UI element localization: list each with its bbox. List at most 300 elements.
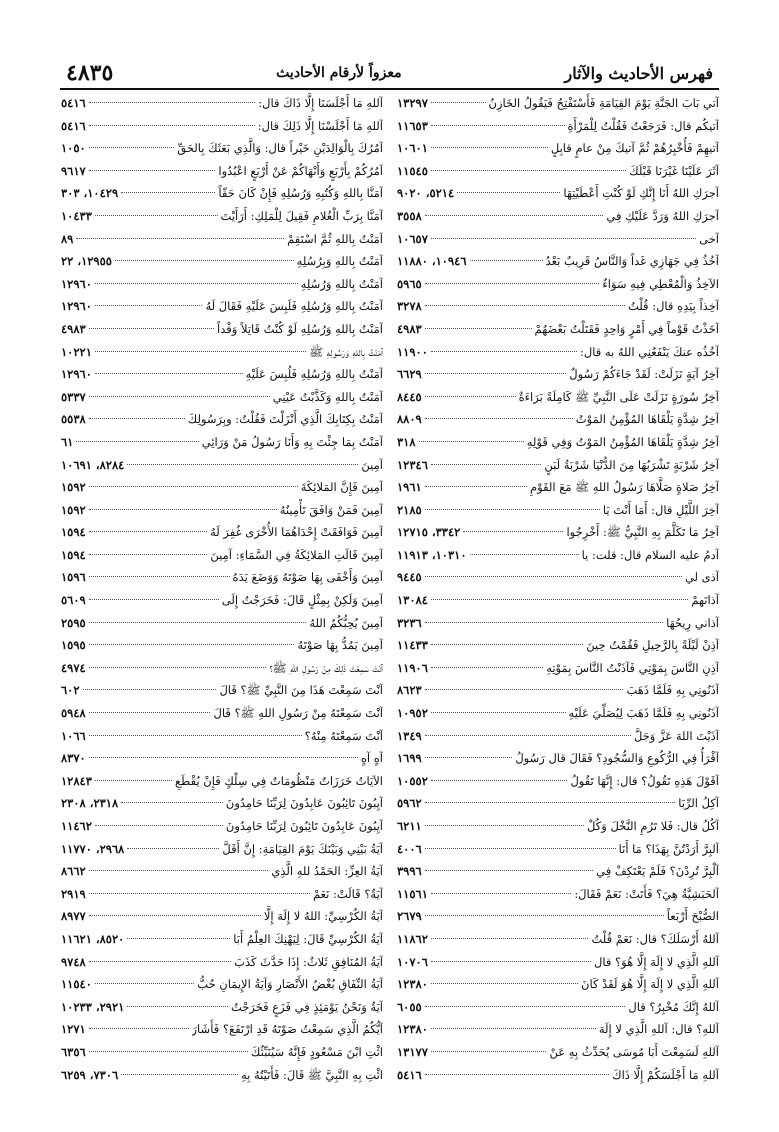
index-entry [61, 815, 383, 838]
index-entry [61, 657, 383, 680]
index-entry [61, 770, 383, 793]
dot-leader [127, 938, 230, 939]
entry-text: آخى [699, 231, 719, 246]
hadith-number: ١٠٦٥٧ [397, 231, 428, 246]
index-entry [397, 408, 719, 431]
entry-text: آيِبُونَ تَائِبُونَ عَابِدُونَ لِرَبِّنَا حَامِدُونَ [225, 796, 383, 811]
dot-leader [425, 870, 593, 871]
dot-leader [95, 351, 306, 352]
hadith-number: ٨٦٦٢ [61, 864, 86, 879]
dot-leader [470, 554, 579, 555]
hadith-number: ٣٢٣٦ [397, 615, 422, 630]
dot-leader [89, 667, 267, 668]
entry-text: آذاني رِيحُهَا [666, 615, 719, 630]
index-entry [397, 521, 719, 544]
hadith-number: ٢٥٩٥ [61, 615, 86, 630]
index-entry [61, 634, 383, 657]
index-entry [61, 521, 383, 544]
hadith-number: ٣١٨ [397, 434, 416, 449]
index-entry [61, 589, 383, 612]
index-entry [61, 182, 383, 205]
index-entry [397, 838, 719, 861]
dot-leader [121, 1074, 238, 1075]
hadith-number: ٢٣١٨، ٢٣٠٨ [61, 796, 119, 811]
entry-text: آثَرَ عَلَيْنَا غَيْرَنَا قَبْلَكَ [629, 163, 719, 178]
dot-leader [95, 825, 223, 826]
index-entry [397, 205, 719, 228]
entry-text: آمِينَ يُحِبُّكُمُ اللهُ [309, 615, 383, 630]
hadith-number: ٥٩٦٢ [397, 796, 422, 811]
hadith-number: ٥٣٣٧ [61, 389, 86, 404]
dot-leader [431, 1051, 547, 1052]
hadith-number: ٥٦٠٩ [61, 593, 86, 608]
dot-leader [89, 599, 219, 600]
index-entry [397, 951, 719, 974]
hadith-number: ٤٩٨٣ [397, 321, 422, 336]
entry-text: آللهِ مَا أَجْلَسَكُمْ إِلَّا ذَاكَ [612, 1067, 719, 1082]
hadith-number: ١٦٩٩ [397, 751, 422, 766]
dot-leader [121, 802, 223, 803]
dot-leader [127, 1006, 228, 1007]
entry-text: آذى لي [684, 570, 719, 585]
index-entry [61, 838, 383, 861]
entry-text: آمِينَ وَأَخْفَى بِهَا صَوْتَهُ وَوَضَعَ يَدَهُ [232, 570, 383, 585]
dot-leader [431, 599, 688, 600]
entry-text: آيُّكُمُ الَّذِي سَمِعْتُ صَوْتَهُ قَدِ ارْتَفَعَ؟ فَأَشَارَ [191, 1022, 383, 1037]
index-entry [61, 973, 383, 996]
dot-leader [431, 667, 543, 668]
dot-leader [76, 238, 284, 239]
hadith-number: ٩٦١٧ [61, 163, 86, 178]
hadith-number: ٨٢٨٤، ١٠٦٩١ [61, 457, 125, 472]
hadith-number: ١١٥٤٥ [397, 163, 428, 178]
hadith-number: ١٣٠٨٤ [397, 593, 428, 608]
hadith-number: ١٢٧١ [61, 1022, 86, 1037]
index-entry [61, 612, 383, 635]
entry-text: آخِرُ شِدَّةٍ يَلْقَاهَا المُؤْمِنُ المَوْتُ [575, 412, 719, 427]
hadith-number: ١١٤٣٣ [397, 638, 428, 653]
entry-text: ائْتِ بِهِ النَّبِيَّ ﷺ قَالَ: فَأَتَيْتُهُ بِهِ [240, 1067, 383, 1082]
entry-text: آمَنْتُ بِاللهِ وَرَسُولِهِ ﷺ [309, 344, 383, 359]
hadith-number: ١٢٩٦٠ [61, 299, 92, 314]
dot-leader [89, 102, 256, 103]
entry-text: آيَةُ المُنَافِقِ ثَلاثٌ: إِذَا حَدَّثَ كَذَبَ [234, 954, 383, 969]
dot-leader [89, 531, 207, 532]
dot-leader [89, 893, 310, 894]
index-entry [397, 747, 719, 770]
entry-text: آلْبِرَّ تُرِدْنَ؟ فَلَمْ يَعْتَكِفْ فِي [596, 864, 719, 879]
hadith-number: ١٠٩٥٢ [397, 706, 428, 721]
dot-leader [95, 215, 218, 216]
hadith-number: ١٣٢٩٧ [397, 96, 428, 110]
index-entry [397, 1064, 719, 1087]
hadith-number: ٨٩ [61, 231, 74, 246]
index-entry [397, 566, 719, 589]
index-entry [397, 318, 719, 341]
dot-leader [419, 441, 524, 442]
entry-text: آكُلُ قال: فَلا تَرُمِ النَّخْلَ وَكُلْ [587, 819, 719, 833]
dot-leader [431, 983, 578, 984]
index-entry [397, 905, 719, 928]
entry-text: آلحَبَشِيَّةُ هِيَ؟ فَأَتَتْ: نَعَمْ فَقَالَ: [574, 886, 719, 901]
dot-leader [89, 396, 270, 397]
entry-text: آمَنْتُ بِكِتَابِكَ الَّذِي أَنْزَلْتَ فَقُلْتُ: وبِرَسُولِكَ [187, 412, 383, 427]
hadith-number: ٨٦٢٣ [397, 683, 422, 698]
entry-text: آخِرُ مَا تَكَلَّمَ بِهِ النَّبِيُّ ﷺ: أَخْرِجُوا [566, 525, 719, 540]
index-entry [61, 544, 383, 567]
hadith-number: ٥٤١٦ [397, 1067, 422, 1082]
hadith-number: ١٠٢٢١ [61, 344, 92, 359]
dot-leader [425, 1006, 626, 1007]
hadith-number: ٩٧٤٨ [61, 954, 86, 969]
dot-leader [463, 531, 563, 532]
dot-leader [425, 509, 600, 510]
index-entry [61, 928, 383, 951]
hadith-number: ١٩٦١ [397, 480, 422, 495]
index-entry [397, 363, 719, 386]
dot-leader [425, 735, 631, 736]
entry-text: آللهِ مَا أَجْلَسَنَا إِلَّا ذَاكَ قال: [258, 96, 383, 110]
hadith-number: ٦١ [61, 434, 74, 449]
dot-leader [425, 802, 675, 803]
entry-text: آللهُ أَرْسَلَكَ؟ قال: نَعَمْ قُلْتُ [591, 931, 719, 946]
dot-leader [425, 622, 663, 623]
entry-text: آجرَكِ اللهُ وَرَدَّ عَلَيْكِ فِي [606, 208, 719, 223]
dot-leader [76, 441, 198, 442]
hadith-number: ٦٦٢٩ [397, 367, 422, 382]
entry-text: آمَنْتُ بِاللهِ وَرُسُلِهِ فَلُبِسَ عَلَيْهِ [245, 367, 383, 382]
entry-text: آلبِرَّ أَرَدْتُنَّ بِهَذَا؟ مَا أَنَا [618, 841, 719, 856]
dot-leader [89, 735, 302, 736]
index-entry [61, 951, 383, 974]
hadith-number: ١٠٩٤٦، ١١٨٨٠ [397, 254, 467, 269]
hadith-number: ٨٣٧٠ [61, 751, 86, 766]
hadith-number: ١٥٩٥ [61, 638, 86, 653]
hadith-number: ٣٥٥٨ [397, 208, 422, 223]
entry-text: آيَةُ الكُرْسِيِّ قَالَ: لِيَهْنِكَ العِلْمُ أَبَا [233, 931, 383, 946]
entry-text: آمَنْتُ بِاللهِ ثُمَّ اسْتَقِمْ [287, 231, 383, 246]
hadith-number: ١١٤٦٢ [61, 819, 92, 833]
index-entry [397, 137, 719, 160]
index-entry [61, 386, 383, 409]
entry-text: آخِذاً بِيَدِهِ قال: قُلْتُ [627, 299, 719, 314]
hadith-number: ٢٩٦٨، ١١٧٧٠ [61, 841, 125, 856]
index-entry [61, 228, 383, 251]
entry-text: آيَةٌ؟ قَالَتْ: نَعَمْ [312, 886, 383, 901]
entry-text: آكِلُ الرِّبَا [678, 796, 719, 811]
index-entry [397, 499, 719, 522]
dot-leader [431, 712, 566, 713]
running-title: فهرس الأحاديث والآثار [564, 63, 713, 83]
hadith-number: ١١٩٠٦ [397, 660, 428, 675]
index-entry [397, 273, 719, 296]
hadith-number: ١٢٣٤٦ [397, 457, 428, 472]
index-entry [397, 1018, 719, 1041]
dot-leader [89, 554, 208, 555]
index-entry [397, 634, 719, 657]
dot-leader [425, 396, 516, 397]
dot-leader [89, 170, 216, 171]
entry-text: آمُرُكُمْ بِأَرْبَعٍ وَأَنْهَاكُمْ عَنْ أَرْبَعٍ اعْبُدُوا [218, 163, 383, 178]
entry-text: آتي بَابَ الجَنَّةِ يَوْمَ القِيَامَةِ فَأَسْتَفْتِحُ فَيَقُولُ الخَازِنُ [488, 96, 719, 110]
hadith-number: ١٥٩٦ [61, 570, 86, 585]
index-entry [61, 408, 383, 431]
index-entry [397, 928, 719, 951]
hadith-number: ١٠٤٣٣ [61, 208, 92, 223]
hadith-number: ٥٩٦٥ [397, 276, 422, 291]
dot-leader [89, 757, 358, 758]
dot-leader [425, 328, 532, 329]
dot-leader [431, 170, 626, 171]
index-entry [61, 250, 383, 273]
entry-text: آخِرُ آيَةٍ نَزَلَتْ: لَقَدْ جَاءَكُمْ رَسُولٌ [569, 367, 719, 382]
dot-leader [89, 576, 230, 577]
index-entry [397, 883, 719, 906]
index-entry [397, 115, 719, 138]
index-entry [397, 973, 719, 996]
dot-leader [95, 373, 243, 374]
dot-leader [95, 283, 298, 284]
dot-leader [431, 464, 541, 465]
dot-leader [127, 464, 358, 465]
entry-text: آقَوْلَ هَذِهِ تَقُولُ؟ قال: إِنَّهَا تَقُولُ [570, 773, 719, 788]
dot-leader [89, 1028, 189, 1029]
index-entry [61, 792, 383, 815]
hadith-number: ٨٥٢٠، ١١٦٢١ [61, 931, 125, 946]
index-entry [61, 679, 383, 702]
dot-leader [89, 418, 185, 419]
index-entry [397, 612, 719, 635]
hadith-number: ٨٨٠٩ [397, 412, 422, 427]
hadith-number: ١١٥٦١ [397, 886, 428, 901]
hadith-number: ٤٠٠٦ [397, 841, 422, 856]
entry-text: آذِنْ لَيْلَةً بِالرَّحِيلِ فَقُمْتُ حِينَ [586, 638, 719, 653]
hadith-number: ٥٤١٦ [61, 118, 86, 133]
index-entry [61, 454, 383, 477]
page-header [66, 58, 713, 88]
entry-text: آمِينَ قَالَتِ المَلائِكَةُ فِي السَّمَاءِ: آمِينَ [210, 547, 383, 562]
dot-leader [89, 622, 307, 623]
entry-text: آمِينَ فَوَافَقَتْ إِحْدَاهُمَا الأُخْرَى غُفِرَ لَهُ [210, 525, 383, 540]
index-entry [397, 92, 719, 115]
dot-leader [89, 328, 214, 329]
entry-text: آللهُ إِنَّكَ مُخْبِرٌ؟ قال [628, 999, 719, 1014]
index-entry [61, 860, 383, 883]
dot-leader [425, 215, 604, 216]
dot-leader [89, 509, 277, 510]
hadith-number: ٣٩٩٦ [397, 864, 422, 879]
dot-leader [89, 1051, 248, 1052]
entry-text: آمِينَ فَمَنْ وَافَقَ تَأْمِينُهُ [279, 502, 383, 517]
hadith-number: ٨٤٤٥ [397, 389, 422, 404]
hadith-number: ٢٦٧٩ [397, 909, 422, 924]
hadith-number: ٨٩٧٧ [61, 909, 86, 924]
index-columns [60, 92, 719, 1092]
dot-leader [83, 689, 217, 690]
index-entry [61, 996, 383, 1019]
entry-text: آخِرُ شَرْبَةٍ تَشْرَبُهَا مِنَ الدُّنْيَا شَرْبَةُ لَبَنٍ [544, 457, 719, 472]
dot-leader [425, 825, 584, 826]
hadith-number: ٦٢١١ [397, 819, 422, 833]
entry-text: آنْتَ سَمِعْتَ هَذَا مِنَ النَّبِيِّ ﷺ؟ قَالَ [219, 683, 383, 698]
hadith-number: ٤٩٨٣ [61, 321, 86, 336]
dot-leader [425, 1074, 609, 1075]
index-entry [397, 702, 719, 725]
entry-text: آيَةُ الكُرْسِيِّ: اللهُ لا إِلَهَ إِلَّا [263, 909, 383, 924]
dot-leader [89, 915, 261, 916]
dot-leader [89, 712, 211, 713]
entry-text: آمِينَ يَمُدُّ بِهَا صَوْتَهُ [297, 638, 383, 653]
hadith-number: ٣٢٧٨ [397, 299, 422, 314]
entry-text: آخِرُ صَلاةٍ صَلَّاهَا رَسُولُ اللهِ ﷺ مَعَ القَوْمِ [530, 480, 719, 495]
dot-leader [425, 848, 616, 849]
entry-text: آمَنْتُ بِاللهِ وَرُسُلِهِ لَوْ كُنْتُ قَاتِلاً وَفْداً [217, 321, 383, 336]
entry-text: آللهِ؟ قال: آللهِ الَّذِي لا إِلَهَ [598, 1022, 719, 1037]
index-column-left [61, 92, 383, 1092]
index-entry [61, 160, 383, 183]
dot-leader [431, 961, 591, 962]
dot-leader [431, 351, 577, 352]
index-entry [61, 1041, 383, 1064]
index-entry [61, 476, 383, 499]
hadith-number: ١٠٧٠٦ [397, 954, 428, 969]
dot-leader [425, 915, 664, 916]
entry-text: آمَنْتُ بِاللهِ وَرُسُلِهِ فَلَبِسَ عَلَيْهِ فَقَالَ لَهُ [205, 299, 383, 314]
dot-leader [425, 576, 682, 577]
index-entry [397, 182, 719, 205]
hadith-number: ٣٣٤٢، ١٢٧١٥ [397, 525, 461, 540]
index-entry [61, 295, 383, 318]
dot-leader [431, 780, 568, 781]
index-entry [61, 431, 383, 454]
index-entry [61, 1018, 383, 1041]
index-entry [397, 815, 719, 838]
entry-text: آخُذُه عنكَ يَنْفَعُنِي اللهُ به قال: [579, 344, 719, 359]
hadith-number: ١١٩٠٠ [397, 344, 428, 359]
index-entry [61, 566, 383, 589]
index-entry [61, 273, 383, 296]
index-entry [61, 702, 383, 725]
entry-text: آذِنِ النَّاسَ بِمَوْتِي فَآذَنْتُ النَّاسَ بِمَوْتِهِ [546, 660, 719, 675]
hadith-number: ١٥٩٢ [61, 502, 86, 517]
index-entry [397, 228, 719, 251]
dot-leader [89, 125, 255, 126]
entry-text: آمِينَ وَلَكِنْ بِمِثْلٍ قَالَ: فَخَرَجْتُ إِلَى [221, 593, 383, 608]
hadith-number: ٢٩١٩ [61, 886, 86, 901]
index-entry [61, 883, 383, 906]
hadith-number: ١٢٩٦٠ [61, 367, 92, 382]
dot-leader [425, 305, 625, 306]
entry-text: آيَةُ العِزِّ: الحَمْدُ للهِ الَّذِي [271, 864, 383, 879]
dot-leader [127, 848, 219, 849]
index-entry [397, 431, 719, 454]
index-entry [397, 476, 719, 499]
index-entry [61, 137, 383, 160]
hadith-number: ١٥٩٢ [61, 480, 86, 495]
dot-leader [431, 1028, 596, 1029]
index-entry [397, 589, 719, 612]
hadith-number: ١١٦٥٣ [397, 118, 428, 133]
hadith-number: ٧٣٠٦، ٦٢٥٩ [61, 1067, 119, 1082]
entry-text: الصُّبْحَ أَرْبَعاً [666, 909, 719, 924]
entry-text: آهٍ آهٍ [360, 751, 383, 766]
entry-text: آخِرُ سُورَةٍ نَزَلَتْ عَلَى النَّبِيِّ ﷺ كَامِلَةً بَرَاءَةٌ [518, 389, 719, 404]
hadith-number: ١٢٣٨٠ [397, 1022, 428, 1037]
entry-text: آدمُ عليه السلام قال: قلت: يا [581, 547, 719, 562]
entry-text: آيِبُونَ عَابِدُونَ تَائِبُونَ لِرَبِّنَا حَامِدُونَ [225, 819, 383, 833]
dot-leader [431, 102, 486, 103]
hadith-number: ٢١٨٥ [397, 502, 422, 517]
entry-text: الآيَاتُ خَرَزَاتٌ مَنْظُومَاتٌ فِي سِلْكٍ فَإِنْ يُقْطَعِ [175, 773, 383, 788]
index-entry [397, 386, 719, 409]
dot-leader [425, 757, 513, 758]
index-entry [397, 770, 719, 793]
dot-leader [425, 283, 600, 284]
page-number: ٤٨٣٥ [66, 60, 114, 86]
hadith-number: ٢٩٢١، ١٠٢٣٣ [61, 999, 125, 1014]
hadith-number: ١٠٦٦ [61, 728, 86, 743]
index-entry [397, 454, 719, 477]
index-entry [397, 860, 719, 883]
header-rule [60, 88, 719, 90]
entry-text: آجرَكِ اللهُ أَنَا إِنَّكِ لَوْ كُنْتِ أَعْطَيْتِهَا [563, 186, 719, 201]
entry-text: آللهِ مَا أَجْلَسْنَا إِلَّا ذَلِكَ قال: [257, 118, 383, 133]
index-entry [397, 657, 719, 680]
index-entry [397, 295, 719, 318]
dot-leader [457, 192, 560, 193]
dot-leader [89, 644, 295, 645]
hadith-number: ٦٠٢ [61, 683, 80, 698]
entry-text: آذانَهمْ [691, 593, 719, 608]
dot-leader [115, 260, 294, 261]
hadith-number: ١٣١٧٧ [397, 1044, 428, 1059]
index-entry [61, 499, 383, 522]
entry-text: آتيكُم قال: فَرَجَعْتُ فَقُلْتُ لِلْمَرْأَةِ [567, 118, 719, 133]
entry-text: آللهِ لَسَمِعْتَ أَبَا مُوسَى يُحَدِّثُ بِهِ عَنْ [549, 1044, 719, 1059]
entry-text: آمِينَ فَإِنَّ المَلائِكَةَ [300, 480, 383, 495]
entry-text: آللهِ الَّذِي لا إِلَهَ إِلَّا هُوَ لَقَدْ كَانَ [581, 977, 719, 992]
index-entry [61, 341, 383, 364]
index-entry [61, 115, 383, 138]
index-entry [397, 544, 719, 567]
entry-text: آيَةُ بَيْنِي وَبَيْنَكَ يَوْمَ القِيَامَةِ: إِنَّ أَقَلَّ [222, 841, 383, 856]
entry-text: آذَنُونِي بِهِ فَلَمَّا ذَهَبَ [626, 683, 719, 698]
dot-leader [89, 486, 298, 487]
section-subtitle: معزواً لأرقام الأحاديث [276, 65, 402, 81]
dot-leader [425, 689, 624, 690]
index-entry [61, 905, 383, 928]
dot-leader [425, 486, 527, 487]
entry-text: آنْتَ سَمِعْتَهُ مِنْ رَسُولِ اللهِ ﷺ؟ قَالَ [213, 706, 383, 721]
hadith-number: ٥٤١٦ [61, 96, 86, 110]
entry-text: الآخِذُ وَالْمُعْطِي فِيهِ سَوَاءٌ [602, 276, 719, 291]
index-entry [397, 341, 719, 364]
index-entry [61, 363, 383, 386]
hadith-number: ١٣٤٩ [397, 728, 422, 743]
dot-leader [95, 983, 194, 984]
hadith-number: ٥٥٣٨ [61, 412, 86, 427]
entry-text: آخِرُ شِدَّةٍ يَلْقَاهَا المُؤْمِنُ المَوْتُ وَفِي قَوْلِهِ [526, 434, 719, 449]
entry-text: آتيهِمْ فَأُخْبِرُهُمْ ثُمَّ آتيكَ مِنْ عامٍ قابِلٍ [550, 141, 719, 156]
hadith-number: ٥٩٤٨ [61, 706, 86, 721]
entry-text: آمِينَ [361, 457, 383, 472]
dot-leader [431, 147, 548, 148]
dot-leader [431, 938, 589, 939]
entry-text: آذَيْتَ اللهَ عَزَّ وَجَلَّ [633, 728, 719, 743]
entry-text: آللهِ الَّذِي لا إِلَهَ إِلَّا هُوَ؟ قال [594, 954, 719, 969]
index-entry [61, 1064, 383, 1087]
hadith-number: ٦٣٥٦ [61, 1044, 86, 1059]
